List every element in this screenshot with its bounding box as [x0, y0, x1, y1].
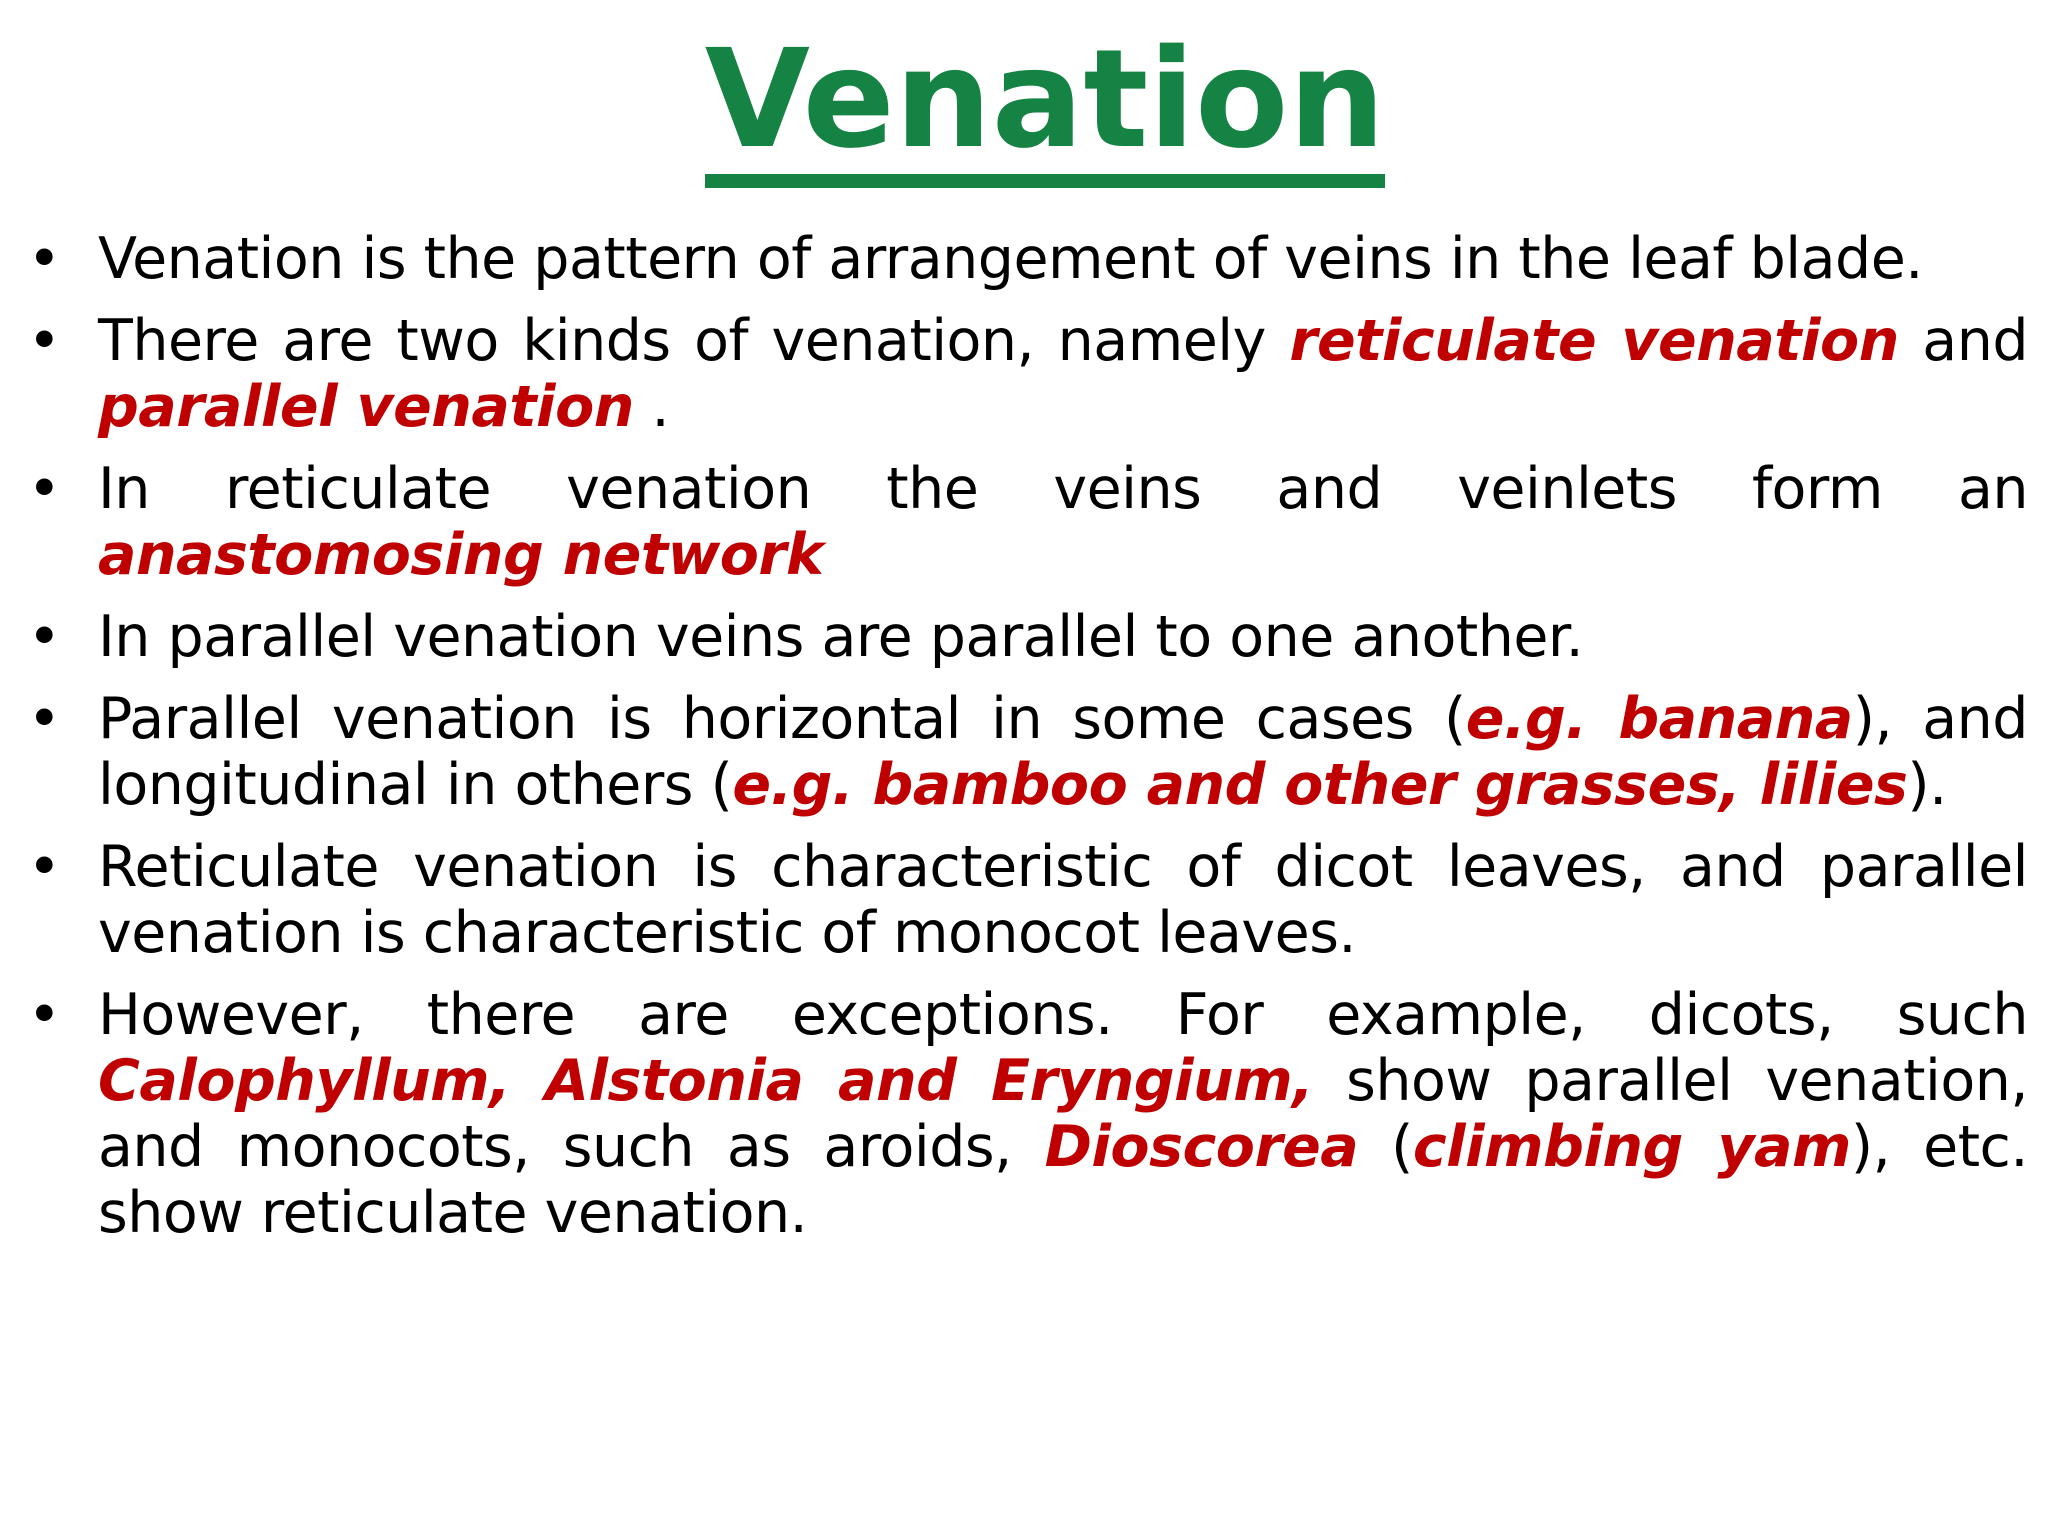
highlighted-term: Dioscorea — [1044, 1114, 1359, 1180]
bullet-dot-icon: • — [27, 456, 61, 522]
bullet-item — [27, 982, 2029, 1246]
bullet-list — [27, 226, 2029, 1262]
bullet-text: ). — [1907, 752, 1947, 818]
bullet-item — [27, 456, 2028, 588]
bullet-item — [27, 226, 2028, 292]
bullet-dot-icon: • — [27, 686, 61, 752]
highlighted-term: e.g. bamboo and other grasses, lilies — [732, 752, 1908, 818]
bullet-text: In parallel venation veins are parallel to one another. — [98, 604, 1584, 670]
bullet-text: Parallel venation is horizontal in some cases ( — [98, 686, 1466, 752]
bullet-text: In reticulate venation the veins and veinlets form an — [98, 456, 2028, 522]
bullet-text: . — [633, 374, 670, 440]
bullet-text: ( — [1358, 1114, 1413, 1180]
slide-title-text: Venation — [705, 26, 1386, 188]
highlighted-term: anastomosing network — [98, 522, 824, 588]
bullet-dot-icon: • — [27, 308, 61, 374]
slide-title — [0, 20, 2048, 188]
bullet-dot-icon: • — [27, 604, 61, 670]
bullet-text: show parallel venation, and monocots, such as aroids, — [98, 1048, 2028, 1180]
highlighted-term: climbing yam — [1412, 1114, 1851, 1180]
bullet-dot-icon: • — [27, 834, 61, 900]
bullet-text: However, there are exceptions. For example, dicots, such — [98, 982, 2028, 1048]
highlighted-term: Calophyllum, Alstonia and Eryngium, — [98, 1048, 1314, 1114]
highlighted-term: e.g. banana — [1465, 686, 1853, 752]
bullet-item — [27, 308, 2029, 440]
bullet-text: ), and longitudinal in others ( — [98, 686, 2028, 818]
bullet-dot-icon: • — [27, 226, 61, 292]
bullet-dot-icon: • — [27, 982, 61, 1048]
bullet-text: ), etc. show reticulate venation. — [98, 1114, 2029, 1246]
bullet-item — [27, 604, 2028, 670]
bullet-text: There are two kinds of venation, namely — [98, 308, 1290, 374]
bullet-item — [27, 834, 2028, 966]
bullet-text: Venation is the pattern of arrangement of veins in the leaf blade. — [98, 226, 1923, 292]
bullet-text: and — [1898, 308, 2029, 374]
bullet-text: Reticulate venation is characteristic of dicot leaves, and parallel venation is characteristic of monocot leaves. — [98, 834, 2028, 966]
highlighted-term: parallel venation — [98, 374, 634, 440]
bullet-item — [27, 686, 2028, 818]
highlighted-term: reticulate venation — [1289, 308, 1899, 374]
